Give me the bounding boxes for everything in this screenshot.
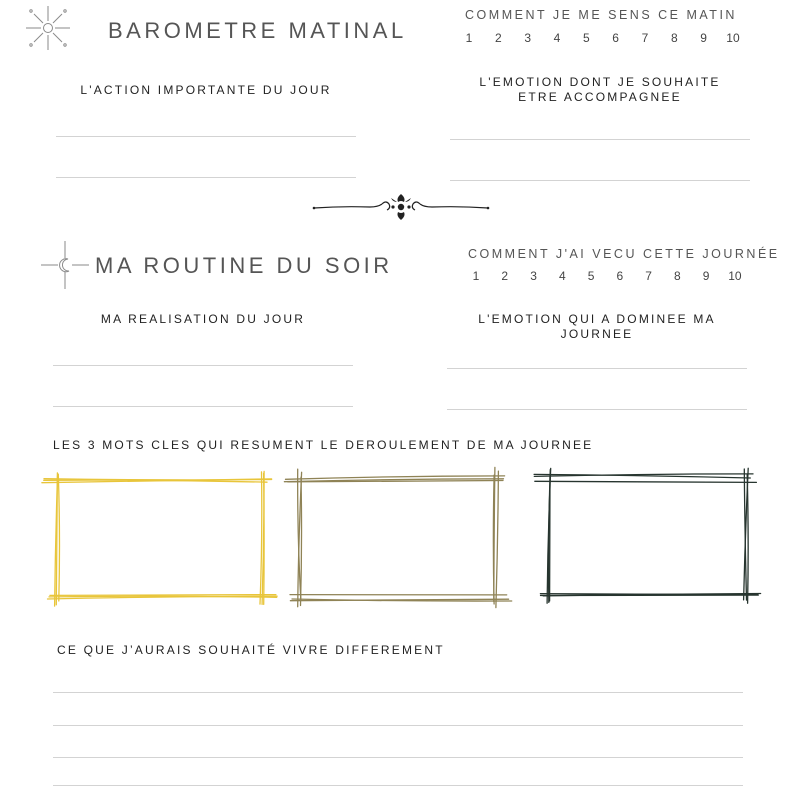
morning-scale-10[interactable]: 10 <box>726 31 740 45</box>
evening-scale-9[interactable]: 9 <box>702 269 710 283</box>
realisation-line-2[interactable] <box>53 406 353 407</box>
morning-emotion-line-1[interactable] <box>450 139 750 140</box>
evening-emotion-label: L'EMOTION QUI A DOMINEE MA JOURNEE <box>478 312 716 341</box>
morning-scale-5[interactable]: 5 <box>582 31 590 45</box>
different-label: CE QUE J’AURAIS SOUHAITÉ VIVRE DIFFEREMENT <box>57 643 445 657</box>
keyword-box-stroke <box>496 471 499 607</box>
keyword-box-stroke <box>264 473 265 604</box>
morning-scale-9[interactable]: 9 <box>700 31 707 45</box>
sun-icon <box>25 5 71 51</box>
evening-scale-7[interactable]: 7 <box>645 269 652 283</box>
evening-scale-10[interactable]: 10 <box>728 269 742 283</box>
different-line-4[interactable] <box>53 785 743 786</box>
evening-scale-1[interactable]: 1 <box>472 269 480 283</box>
evening-scale-6[interactable]: 6 <box>616 269 624 283</box>
evening-scale-title: COMMENT J'AI VECU CETTE JOURNÉE <box>468 247 780 261</box>
realisation-line-1[interactable] <box>53 365 353 366</box>
morning-scale-title: COMMENT JE ME SENS CE MATIN <box>465 8 737 22</box>
keyword-box-1[interactable] <box>40 470 270 610</box>
evening-scale-3[interactable]: 3 <box>530 269 537 283</box>
action-line-2[interactable] <box>56 177 356 178</box>
keyword-box-stroke <box>535 481 757 482</box>
morning-scale-2[interactable]: 2 <box>494 31 502 45</box>
evening-title: MA ROUTINE DU SOIR <box>95 253 393 278</box>
action-label: L'ACTION IMPORTANTE DU JOUR <box>80 83 332 97</box>
realisation-label: MA REALISATION DU JOUR <box>100 312 306 326</box>
action-line-1[interactable] <box>56 136 356 137</box>
morning-scale-4[interactable]: 4 <box>553 31 561 45</box>
keyword-box-stroke <box>50 595 276 596</box>
morning-scale-3[interactable]: 3 <box>524 31 531 45</box>
morning-scale-8[interactable]: 8 <box>670 31 678 45</box>
moon-icon <box>40 240 90 290</box>
evening-scale <box>469 269 742 283</box>
morning-emotion-label: L'EMOTION DONT JE SOUHAITE ETRE ACCOMPAGNEE <box>479 75 721 104</box>
morning-scale <box>462 31 740 45</box>
morning-scale-6[interactable]: 6 <box>612 31 619 45</box>
different-line-3[interactable] <box>53 757 743 758</box>
evening-scale-8[interactable]: 8 <box>674 269 681 283</box>
keyword-box-2[interactable] <box>287 470 507 610</box>
morning-title: BAROMETRE MATINAL <box>108 18 407 43</box>
morning-scale-7[interactable]: 7 <box>641 31 649 45</box>
keyword-box-stroke <box>58 474 59 601</box>
evening-scale-4[interactable]: 4 <box>558 269 566 283</box>
different-line-1[interactable] <box>53 692 743 693</box>
keyword-box-3[interactable] <box>533 466 758 611</box>
evening-emotion-line-2[interactable] <box>447 409 747 410</box>
keywords-label: LES 3 MOTS CLES QUI RESUMENT LE DEROULEMENT DE MA JOURNEE <box>53 438 594 452</box>
evening-scale-5[interactable]: 5 <box>587 269 595 283</box>
evening-scale-2[interactable]: 2 <box>501 269 509 283</box>
ornament-divider-icon <box>312 190 490 226</box>
morning-emotion-line-2[interactable] <box>450 180 750 181</box>
different-line-2[interactable] <box>53 725 743 726</box>
keyword-box-stroke <box>260 472 262 604</box>
evening-emotion-line-1[interactable] <box>447 368 747 369</box>
morning-scale-1[interactable]: 1 <box>465 31 473 45</box>
keyword-box-stroke <box>493 475 494 604</box>
